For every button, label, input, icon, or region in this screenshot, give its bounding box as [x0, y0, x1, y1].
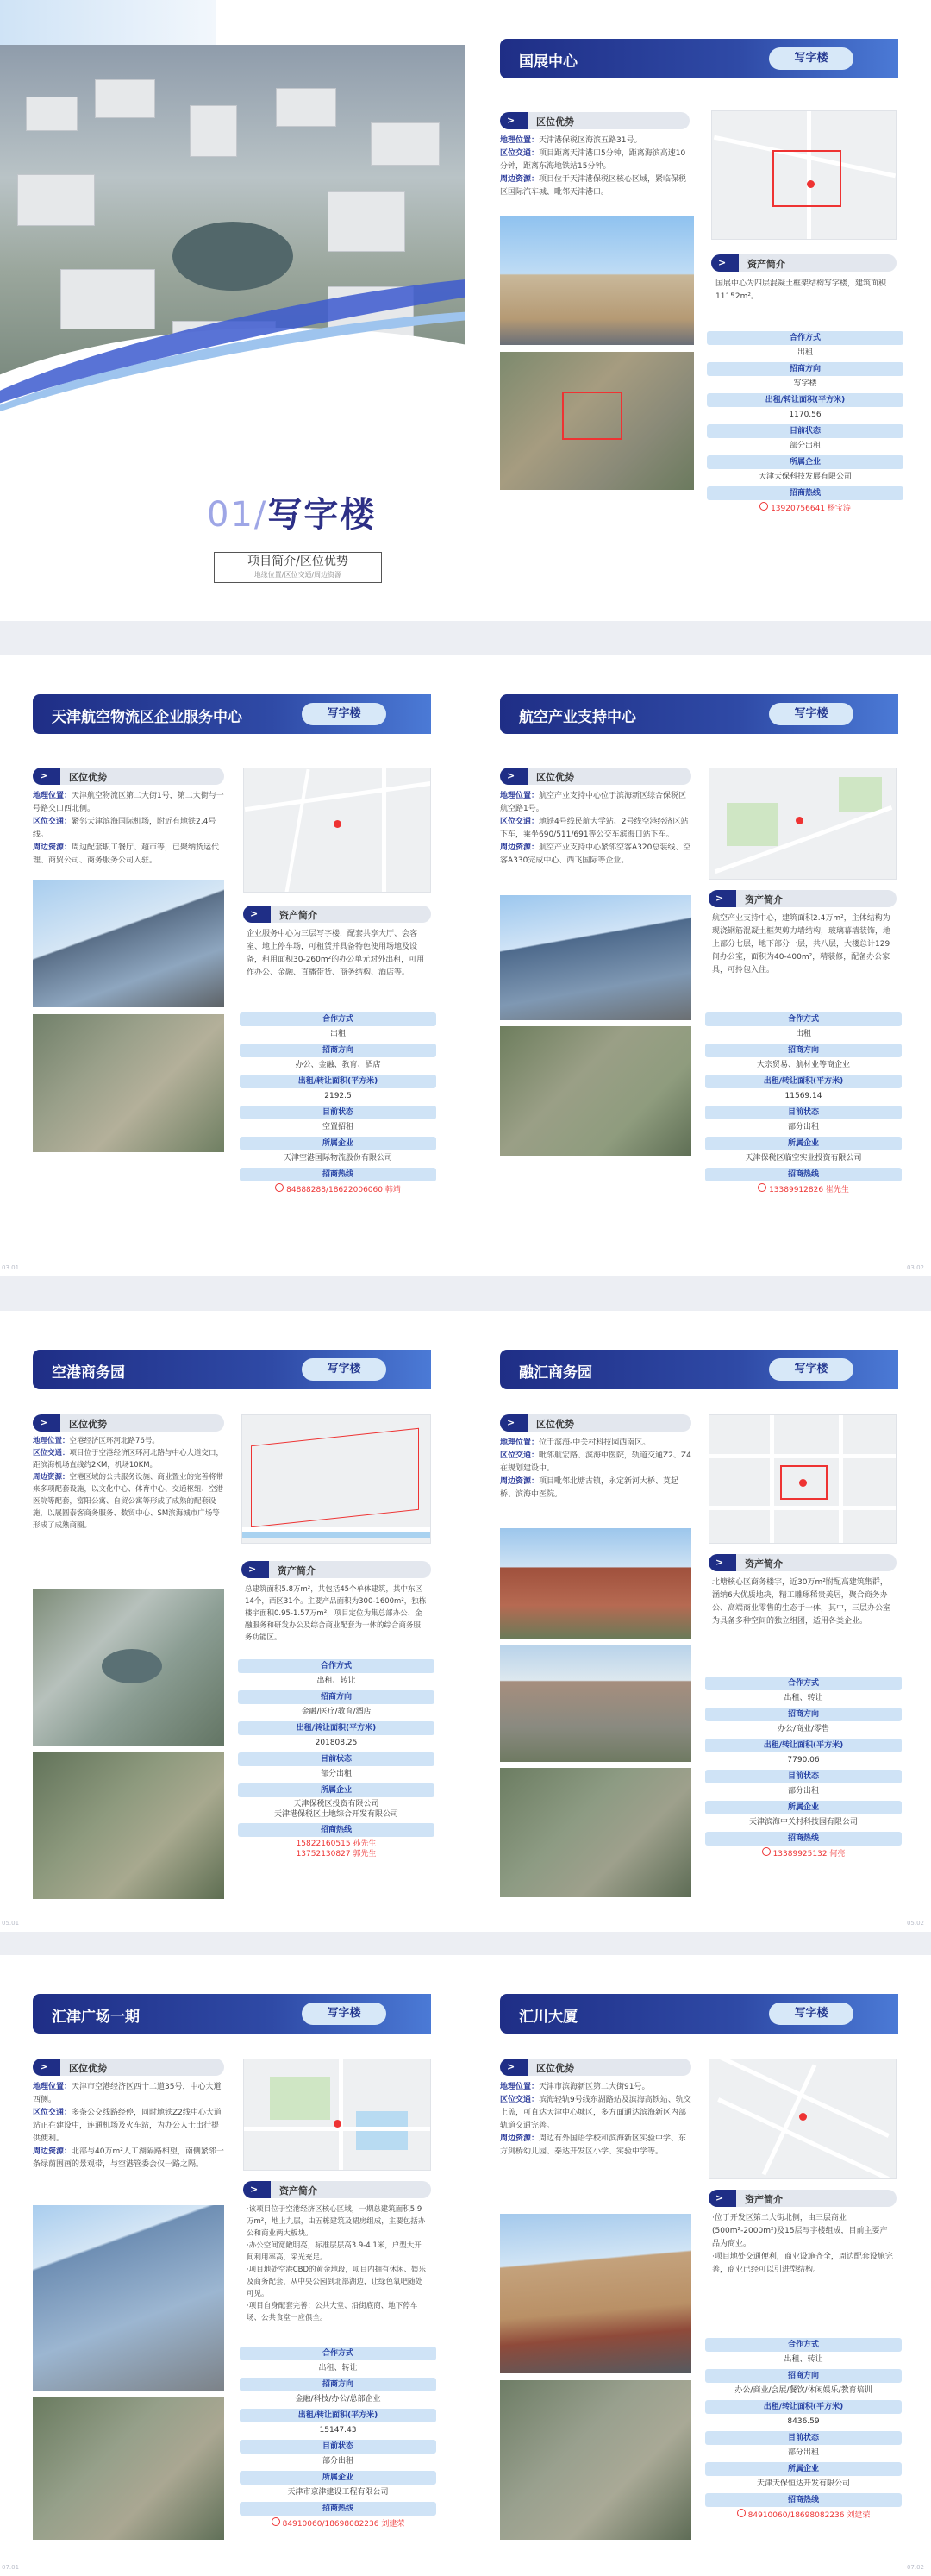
cover-number: 01/: [207, 495, 268, 535]
traffic-value: 紧邻天津滨海国际机场，附近有地铁2,4号线。: [33, 818, 216, 839]
location-section-header: [500, 2059, 691, 2076]
property-page: [466, 655, 931, 1276]
property-page: [466, 1955, 931, 2576]
label: 地理位置：: [500, 2083, 540, 2091]
category-tag: 写字楼: [769, 2003, 853, 2025]
property-page: [466, 0, 931, 621]
chevron-right-icon: >: [250, 908, 259, 919]
use-value: 办公/商业/会展/餐饮/休闲娱乐/教育培训: [734, 2386, 872, 2395]
traffic-value: 项目位于空港经济区环河北路与中心大道交口，距滨海机场直线约2KM，机场10KM。: [33, 1449, 224, 1470]
building-shape: [95, 79, 155, 118]
hotline-label: 招商热线: [705, 1168, 902, 1181]
use-value: 金融/科技/办公/总部企业: [295, 2395, 381, 2404]
traffic-value: 多条公交线路经停，同时地铁Z2线中心大道站正在建设中，连通机场及火车站，为办公人士出行提供便利。: [33, 2109, 222, 2143]
chevron-right-icon: >: [715, 893, 724, 904]
map-road: [382, 768, 386, 893]
location-section-header: [33, 1414, 224, 1432]
use-label: 招商方向: [240, 2378, 436, 2391]
label: 区位交通：: [500, 2096, 540, 2104]
location-text: [33, 1435, 224, 1532]
phone-icon: [762, 1847, 771, 1856]
cover-title-text: 写字楼: [267, 495, 377, 535]
label: 周边资源：: [500, 175, 540, 184]
area-label: 出租/转让面积(平方米): [240, 2409, 436, 2422]
owner-label: 所属企业: [705, 1137, 902, 1150]
position-value: 空港经济区环河北路76号。: [69, 1437, 159, 1445]
page-header-bar: [33, 1350, 431, 1389]
area-value: 11569.14: [784, 1092, 822, 1100]
hotline-value: 15822160515 孙先生 13752130827 郭先生: [296, 1840, 377, 1858]
label: 周边资源：: [33, 1473, 70, 1482]
traffic-value: 地铁4号线民航大学站、2号线空港经济区站下车，乘坐690/511/691等公交车滨海口站下车。: [500, 818, 689, 839]
section-label: 资产简介: [747, 259, 785, 270]
page-header-bar: [500, 39, 898, 78]
label: 地理位置：: [500, 1438, 540, 1447]
asset-description: 企业服务中心为三层写字楼，配套共享大厅、会客室、地上停车场，可租赁并具备特色使用场地及设备，租用面积30-260m²的办公单元对外出租，可用作办公、金融、直播带货、商务结构、酒店等。: [247, 930, 425, 977]
status-label: 目前状态: [705, 1106, 902, 1119]
owner-value: 天津市京津建设工程有限公司: [287, 2488, 389, 2497]
coop-value: 出租: [797, 348, 813, 357]
page-number: 03.01: [2, 1264, 20, 1271]
chevron-right-icon: >: [507, 770, 515, 781]
property-title: 空港商务园: [52, 1364, 125, 1382]
property-title: 航空产业支持中心: [519, 709, 636, 726]
label: 地理位置：: [33, 2083, 72, 2091]
aerial-photo: [500, 1645, 691, 1762]
map-road: [242, 1527, 431, 1532]
label: 区位交通：: [500, 149, 540, 158]
map-road: [717, 2059, 890, 2138]
use-value: 金融/医疗/教育/酒店: [301, 1708, 372, 1716]
status-label: 目前状态: [240, 1106, 436, 1119]
hotline-value: [705, 2509, 902, 2522]
chevron-right-icon: >: [40, 2061, 48, 2072]
property-page: [0, 1955, 466, 2576]
status-label: 目前状态: [238, 1752, 434, 1766]
area-label: 出租/转让面积(平方米): [238, 1721, 434, 1735]
owner-label: 所属企业: [238, 1783, 434, 1797]
owner-value: 天津保税区投资有限公司 天津港保税区土地综合开发有限公司: [273, 1800, 398, 1819]
map-pin-icon: [807, 180, 815, 188]
hotline-label: 招商热线: [705, 1832, 902, 1846]
phone-icon: [737, 2509, 746, 2517]
location-map: [243, 768, 431, 893]
label: 地理位置：: [500, 136, 540, 145]
map-pin-icon: [334, 2120, 341, 2128]
label: 周边资源：: [33, 843, 72, 852]
use-label: 招商方向: [238, 1690, 434, 1704]
owner-value: 天津滨海中关村科技园有限公司: [748, 1818, 858, 1827]
owner-label: 所属企业: [240, 1137, 436, 1150]
map-road: [770, 1415, 774, 1544]
location-section-header: [500, 768, 691, 785]
chevron-right-icon: >: [250, 2184, 259, 2195]
category-tag: 写字楼: [769, 47, 853, 70]
property-page: [0, 655, 466, 1276]
owner-label: 所属企业: [240, 2471, 436, 2485]
map-road: [839, 1415, 843, 1544]
cover-corner-decoration: [0, 0, 216, 45]
location-section-header: [33, 768, 224, 785]
hotline-value: [705, 1183, 902, 1196]
owner-value: 天津天保恒达开发有限公司: [756, 2479, 850, 2488]
phone-icon: [759, 502, 768, 511]
location-section-header: [500, 1414, 691, 1432]
phone-icon: [758, 1183, 766, 1192]
around-value: 周边有外国语学校和滨海新区实验中学、东方剑桥幼儿园、泰达开发区小学、实验中学等。: [500, 2134, 687, 2156]
building-photo: [500, 1528, 691, 1639]
section-label: 资产简介: [279, 910, 317, 921]
around-value: 项目位于天津港保税区核心区域，紧临保税区国际汽车城、毗邻天津港口。: [500, 175, 687, 197]
building-shape: [26, 97, 78, 131]
status-value: 部分出租: [322, 2457, 353, 2466]
aerial-photo: [500, 352, 694, 490]
map-road: [709, 1506, 897, 1510]
page-header-bar: [33, 1994, 431, 2034]
location-map: [709, 1414, 897, 1544]
location-text: [500, 1437, 691, 1501]
label: 周边资源：: [500, 843, 540, 852]
status-value: 部分出租: [789, 442, 821, 450]
aerial-photo: [33, 2397, 224, 2540]
cover-subtitle-small: 地缘位置/区位交通/周边资源: [253, 571, 342, 579]
location-map: [711, 110, 897, 240]
location-text: [500, 2081, 691, 2159]
area-value: 201808.25: [315, 1739, 358, 1747]
building-photo: [500, 2214, 691, 2373]
asset-section-header: [709, 2190, 897, 2207]
asset-details: [240, 1009, 436, 1196]
section-label: 资产简介: [745, 1558, 783, 1570]
building-photo: [33, 2205, 224, 2391]
hotline-text: 84888288/18622006060 韩靖: [286, 1186, 401, 1194]
building-shape: [190, 105, 237, 157]
map-highlight: [251, 1428, 419, 1527]
location-map: [709, 2059, 897, 2179]
page-header-bar: [33, 694, 431, 734]
area-label: 出租/转让面积(平方米): [705, 1739, 902, 1752]
status-value: 部分出租: [787, 1787, 819, 1796]
property-page: [466, 1311, 931, 1932]
chevron-right-icon: >: [40, 1417, 48, 1428]
section-label: 资产简介: [278, 1565, 316, 1576]
status-label: 目前状态: [705, 1770, 902, 1783]
property-title: 汇川大厦: [519, 2009, 578, 2026]
area-label: 出租/转让面积(平方米): [705, 1075, 902, 1088]
section-label: 区位优势: [536, 1419, 574, 1430]
section-label: 区位优势: [69, 772, 107, 783]
section-label: 资产简介: [745, 2194, 783, 2205]
area-value: 15147.43: [319, 2426, 357, 2435]
coop-value: 出租: [329, 1030, 346, 1038]
chevron-right-icon: >: [715, 2192, 724, 2203]
position-value: 天津市滨海新区第二大街91号。: [539, 2083, 650, 2091]
coop-value: 出租、转让: [318, 2364, 358, 2372]
category-tag: 写字楼: [769, 703, 853, 725]
location-section-header: [500, 112, 690, 129]
label: 地理位置：: [500, 792, 540, 800]
map-pin-icon: [334, 820, 341, 828]
hotline-text: 84910060/18698082236 刘建荣: [282, 2520, 405, 2529]
chevron-right-icon: >: [507, 1417, 515, 1428]
map-road: [339, 2059, 343, 2171]
property-title: 汇津广场一期: [52, 2009, 140, 2026]
hotline-label: 招商热线: [707, 486, 903, 500]
location-text: [33, 2081, 224, 2172]
use-label: 招商方向: [705, 2369, 902, 2383]
asset-details: [240, 2343, 436, 2530]
aerial-photo: [500, 1026, 691, 1156]
use-value: 办公/商业/零售: [777, 1725, 830, 1733]
hotline-label: 招商热线: [238, 1823, 434, 1837]
chevron-right-icon: >: [507, 115, 515, 126]
area-label: 出租/转让面积(平方米): [707, 393, 903, 407]
hotline-label: 招商热线: [705, 2493, 902, 2507]
cover-title: [207, 487, 376, 536]
area-value: 8436.59: [787, 2417, 820, 2426]
asset-section-header: [243, 906, 431, 923]
coop-label: 合作方式: [705, 1012, 902, 1026]
use-label: 招商方向: [705, 1708, 902, 1721]
location-text: [500, 135, 691, 199]
use-label: 招商方向: [240, 1044, 436, 1057]
map-highlight: [772, 150, 841, 207]
status-value: 部分出租: [787, 1123, 819, 1131]
around-value: 航空产业支持中心紧邻空客A320总装线、空客A330完成中心、西飞国际等企业。: [500, 843, 691, 865]
asset-description: 北塘核心区商务楼宇，近30万m²附配高建筑集群，涵纳6大优质地块，精工雕琢稀贵美居，聚合商务办公、高端商业零售的生态于一体，其中，三层办公室为具备多种空间的独立组团，适用各类企业。: [712, 1578, 891, 1626]
label: 周边资源：: [500, 1477, 540, 1486]
building-shape: [60, 269, 155, 329]
asset-description: 总建筑面积5.8万m²，共包括45个单体建筑，其中东区14个，西区31个。主要产品面积为300-1600m²，独栋楼宇面积0.95-1.57万m²，项目定位为集总部办公、金融服务和研发办公及综合商业配套为一体的综合商务服务功能区。: [245, 1585, 427, 1642]
lake-shape: [102, 1649, 162, 1683]
map-park: [727, 803, 778, 846]
asset-description: ·位于开发区第二大街北侧，由三层商业(500m²-2000m²)及15层写字楼组成，目前主要产品为商业。 ·项目地处交通便利，商业设施齐全，周边配套设施完善，商业已经可以引进型结构。: [712, 2214, 893, 2274]
category-tag: 写字楼: [769, 1358, 853, 1381]
owner-value: 天津保税区临空实业投资有限公司: [745, 1154, 862, 1163]
coop-label: 合作方式: [238, 1659, 434, 1673]
location-section-header: [33, 2059, 224, 2076]
page-number: 05.02: [906, 1920, 924, 1927]
traffic-value: 项目距离天津港口5分钟，距离海滨高速10分钟，距离东海地铁站15分钟。: [500, 149, 686, 171]
label: 周边资源：: [500, 2134, 540, 2143]
hotline-text: 84910060/18698082236 刘建荣: [747, 2511, 871, 2520]
use-value: 大宗贸易、航材业等商企业: [756, 1061, 850, 1069]
area-value: 2192.5: [324, 1092, 352, 1100]
page-header-bar: [500, 1994, 898, 2034]
page-number: 03.02: [906, 1264, 924, 1271]
asset-details: [705, 1673, 902, 1860]
property-title: 国展中心: [519, 53, 578, 71]
status-label: 目前状态: [240, 2440, 436, 2454]
page-number: 07.02: [906, 2564, 924, 2571]
map-river: [242, 1532, 431, 1538]
owner-value: 天津空港国际物流股份有限公司: [283, 1154, 392, 1163]
area-value: 7790.06: [787, 1756, 820, 1764]
location-map: [241, 1414, 431, 1544]
label: 区位交通：: [33, 1449, 70, 1457]
location-text: [500, 790, 691, 868]
traffic-value: 滨海轻轨9号线东湖路站及滨海高铁站、轨交上盖，可直达天津中心城区，多方面通达滨海新区内部轨道交通完善。: [500, 2096, 691, 2130]
position-value: 位于滨海-中关村科技园西南区。: [539, 1438, 651, 1447]
status-value: 部分出租: [787, 2448, 819, 2457]
status-label: 目前状态: [705, 2431, 902, 2445]
category-tag: 写字楼: [302, 703, 386, 725]
label: 区位交通：: [33, 818, 72, 826]
around-value: 周边配套职工餐厅、超市等，已聚纳货运代理、商贸公司、商务服务公司入驻。: [33, 843, 220, 865]
page-header-bar: [500, 1350, 898, 1389]
use-value: 写字楼: [793, 379, 817, 388]
asset-details: [705, 2335, 902, 2522]
cover-subtitle-box: [214, 552, 382, 583]
lake-shape: [172, 222, 293, 291]
page-number: 05.01: [2, 1920, 20, 1927]
asset-section-header: [709, 890, 897, 907]
label: 区位交通：: [500, 1451, 540, 1460]
position-value: 航空产业支持中心位于滨海新区综合保税区航空路1号。: [500, 792, 687, 813]
around-value: 北部与40万m²人工湖隔路相望，南侧紧邻一条绿荫围画的景观带，与空港管委会仅一路之隔。: [33, 2147, 224, 2169]
asset-section-header: [241, 1561, 431, 1578]
use-value: 办公、金融、教育、酒店: [295, 1061, 381, 1069]
section-label: 区位优势: [69, 1419, 107, 1430]
hotline-text: 13389912826 崔先生: [769, 1186, 849, 1194]
owner-value: 天津天保科技发展有限公司: [758, 473, 852, 481]
coop-value: 出租: [795, 1030, 811, 1038]
chevron-right-icon: >: [40, 770, 48, 781]
hotline-value: [240, 1183, 436, 1196]
hotline-label: 招商热线: [240, 1168, 436, 1181]
chevron-right-icon: >: [718, 257, 727, 268]
status-value: 空置招租: [322, 1123, 353, 1131]
label: 区位交通：: [500, 818, 540, 826]
chevron-right-icon: >: [248, 1564, 257, 1575]
hotline-value: [707, 502, 903, 515]
label: 区位交通：: [33, 2109, 72, 2117]
coop-value: 出租、转让: [316, 1677, 356, 1685]
coop-label: 合作方式: [705, 1677, 902, 1690]
building-shape: [371, 122, 440, 166]
status-label: 目前状态: [707, 424, 903, 438]
map-pin-icon: [799, 1479, 807, 1487]
building-shape: [276, 88, 336, 127]
area-value: 1170.56: [789, 411, 822, 419]
page-header-bar: [500, 694, 898, 734]
label: 地理位置：: [33, 1437, 70, 1445]
asset-details: [705, 1009, 902, 1196]
section-label: 资产简介: [279, 2185, 317, 2197]
aerial-photo: [500, 1768, 691, 1897]
location-map: [243, 2059, 431, 2171]
asset-details: [707, 328, 903, 515]
owner-label: 所属企业: [705, 2462, 902, 2476]
section-label: 区位优势: [69, 2063, 107, 2074]
chevron-right-icon: >: [715, 1557, 724, 1568]
category-tag: 写字楼: [302, 1358, 386, 1381]
map-pin-icon: [799, 2113, 807, 2121]
traffic-value: 毗邻航宏路、滨海中医院，轨道交通Z2、Z4在规划建设中。: [500, 1451, 691, 1473]
property-title: 融汇商务园: [519, 1364, 592, 1382]
asset-section-header: [711, 254, 897, 272]
section-label: 资产简介: [745, 894, 783, 906]
position-value: 天津港保税区海滨五路31号。: [539, 136, 642, 145]
map-road: [245, 781, 431, 812]
building-shape: [328, 191, 405, 252]
chevron-right-icon: >: [507, 2061, 515, 2072]
aerial-photo: [33, 1752, 224, 1899]
map-road: [709, 1454, 897, 1458]
label: 周边资源：: [33, 2147, 72, 2156]
cover-page: [0, 0, 466, 621]
hotline-value: [705, 1847, 902, 1860]
location-map: [709, 768, 897, 880]
map-park: [839, 777, 882, 812]
owner-label: 所属企业: [707, 455, 903, 469]
hotline-label: 招商热线: [240, 2502, 436, 2516]
use-label: 招商方向: [705, 1044, 902, 1057]
phone-icon: [275, 1183, 284, 1192]
label: 地理位置：: [33, 792, 72, 800]
hotline-value: [240, 2517, 436, 2530]
section-label: 区位优势: [536, 772, 574, 783]
coop-value: 出租、转让: [784, 2355, 823, 2364]
building-photo: [33, 880, 224, 1007]
asset-details: [238, 1656, 434, 1859]
around-value: 项目毗邻北塘古镇，永定新河大桥、莫起桥、滨海中医院。: [500, 1477, 679, 1499]
hotline-text: 13920756641 杨宝涛: [771, 505, 851, 513]
position-value: 天津市空港经济区西十二道35号，中心大道西侧。: [33, 2083, 222, 2104]
coop-label: 合作方式: [707, 331, 903, 345]
phone-icon: [272, 2517, 280, 2526]
building-photo: [500, 895, 691, 1020]
asset-description: 航空产业支持中心，建筑面积2.4万m²，主体结构为现浇钢筋混凝土框架剪力墙结构，玻璃幕墙装饰，地上部分七层，地下部分一层，共八层，大楼总计129间办公室，面积为40-400m²，精装修，配备办公家具，可拎包入住。: [712, 914, 891, 975]
cover-subtitle: 项目简介/区位优势: [247, 555, 348, 568]
asset-description: ·该项目位于空港经济区核心区域，一期总建筑面积5.9万m²，地上九层，由五栋建筑及裙房组成，主要包括办公和商业两大板块。 ·办公空间宽敞明亮，标准层层高3.9-4.1米，户型大开间利用率高，采光充足。 ·项目地处空港CBD的黄金地段，项目内拥有休闲、娱乐及商务配套，从中央公园到北部湖边，让绿色氧吧随处可见。 ·项目自身配套完善：公共大堂、沿街底商、地下停车场、公共食堂一应俱全。: [247, 2205, 427, 2322]
property-page: [0, 1311, 466, 1932]
asset-section-header: [243, 2181, 431, 2198]
category-tag: 写字楼: [302, 2003, 386, 2025]
asset-section-header: [709, 1554, 897, 1571]
coop-label: 合作方式: [240, 1012, 436, 1026]
map-road: [284, 769, 309, 893]
position-value: 天津航空物流区第二大街1号，第二大街与一号路交口西北侧。: [33, 792, 224, 813]
page-number: 07.01: [2, 2564, 20, 2571]
around-value: 空港区域的公共服务设施、商业置业的完善将带来多项配套设施，以文化中心、体育中心、交通枢纽、空港医院等配套，富阳公寓、自贸公寓等形成了成熟的配套设施，以展圆泰客商务服务、数贸中心、SM滨海城市广场等形成了成熟商圈。: [33, 1473, 224, 1530]
coop-value: 出租、转让: [784, 1694, 823, 1702]
area-label: 出租/转让面积(平方米): [705, 2400, 902, 2414]
coop-label: 合作方式: [240, 2347, 436, 2360]
building-shape: [17, 174, 95, 226]
status-value: 部分出租: [320, 1770, 352, 1778]
location-text: [33, 790, 224, 868]
section-label: 区位优势: [536, 2063, 574, 2074]
area-label: 出租/转让面积(平方米): [240, 1075, 436, 1088]
section-label: 区位优势: [536, 116, 574, 128]
owner-label: 所属企业: [705, 1801, 902, 1814]
hotline-text: 13389925132 何亮: [772, 1850, 846, 1858]
map-park: [270, 2077, 330, 2120]
map-pin-icon: [796, 817, 803, 824]
aerial-photo: [500, 2380, 691, 2540]
use-label: 招商方向: [707, 362, 903, 376]
coop-label: 合作方式: [705, 2338, 902, 2352]
property-title: 天津航空物流区企业服务中心: [52, 709, 242, 726]
aerial-photo: [33, 1589, 224, 1746]
highlight-box: [562, 392, 622, 440]
map-road: [717, 2097, 890, 2179]
asset-description: 国展中心为四层混凝土框架结构写字楼，建筑面积11152m²。: [715, 279, 887, 301]
building-photo: [500, 216, 694, 345]
aerial-photo: [33, 1014, 224, 1152]
